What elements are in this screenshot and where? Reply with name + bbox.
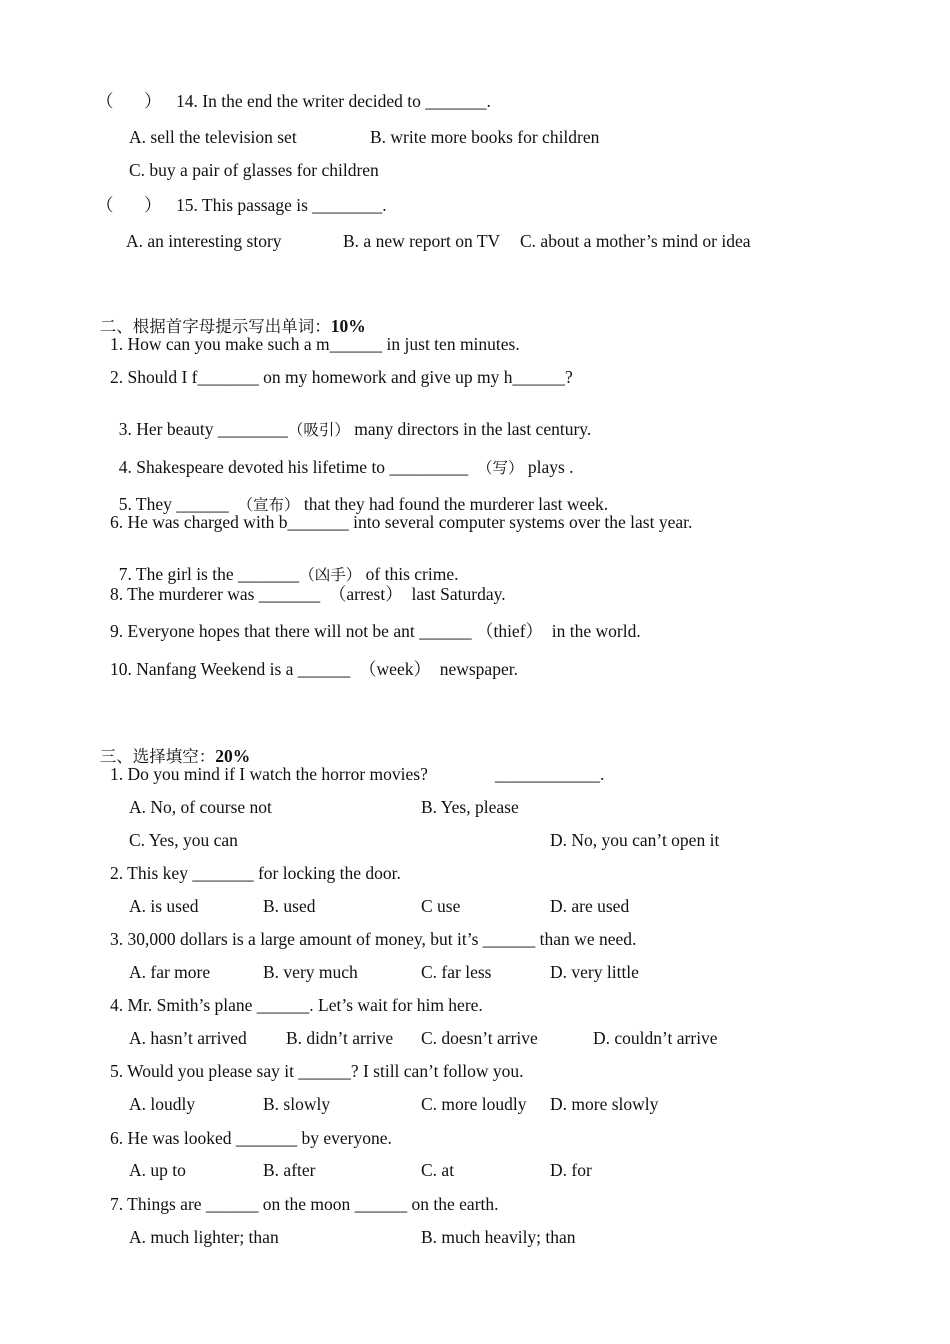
fill-item [110, 403, 591, 438]
option: B. write more books for children [370, 127, 600, 147]
option: C. far less [421, 962, 492, 982]
question-stem: 1. Do you mind if I watch the horror movies? [110, 764, 428, 784]
answer-blank: ____________. [495, 764, 605, 784]
fill-item-text: many directors in the last century. [349, 418, 592, 439]
option: B. didn’t arrive [286, 1028, 394, 1048]
section-heading [91, 300, 366, 335]
question-stem: 6. He was looked _______ by everyone. [110, 1128, 392, 1148]
option: A. is used [129, 896, 199, 916]
option: C. buy a pair of glasses for children [129, 160, 379, 180]
fill-item-text: of this crime. [361, 563, 459, 584]
section-heading [91, 730, 250, 765]
chinese-hint: （吸引） [287, 420, 350, 439]
option: C. doesn’t arrive [421, 1028, 538, 1048]
fill-item: 6. He was charged with b_______ into several computer systems over the last year. [110, 512, 693, 532]
option: C. Yes, you can [129, 830, 238, 850]
chinese-hint: （写） [476, 458, 524, 477]
fill-item: 9. Everyone hopes that there will not be ant ______ （thief） in the world. [110, 621, 641, 641]
question-stem: 5. Would you please say it ______? I still can’t follow you. [110, 1061, 524, 1081]
option: B. slowly [263, 1094, 331, 1114]
option: C. about a mother’s mind or idea [520, 231, 751, 251]
option: D. are used [550, 896, 630, 916]
section-heading-label: 二、根据首字母提示写出单词： [99, 316, 331, 336]
option: A. an interesting story [126, 231, 282, 251]
section-score: 20% [215, 745, 251, 766]
chinese-hint: （宣布） [237, 495, 300, 514]
question-stem: 7. Things are ______ on the moon ______ on the earth. [110, 1194, 499, 1214]
option: B. used [263, 896, 316, 916]
fill-item [110, 548, 458, 583]
section-score: 10% [330, 315, 366, 336]
fill-item-text: 3. Her beauty ________ [118, 418, 288, 439]
answer-paren: （ ） [96, 91, 162, 111]
option: D. more slowly [550, 1094, 659, 1114]
option: A. sell the television set [129, 127, 297, 147]
option: C use [421, 896, 461, 916]
fill-item-text: 4. Shakespeare devoted his lifetime to _________ [118, 456, 477, 477]
fill-item: 10. Nanfang Weekend is a ______ （week） newspaper. [110, 659, 518, 679]
question-stem: 3. 30,000 dollars is a large amount of money, but it’s ______ than we need. [110, 929, 637, 949]
question-stem: 4. Mr. Smith’s plane ______. Let’s wait for him here. [110, 995, 483, 1015]
fill-item: 8. The murderer was _______ （arrest） last Saturday. [110, 584, 506, 604]
option: D. very little [550, 962, 639, 982]
fill-item-text: 5. They ______ [118, 493, 238, 514]
option: B. much heavily; than [421, 1227, 576, 1247]
fill-item-text: that they had found the murderer last week. [299, 493, 609, 514]
option: A. far more [129, 962, 211, 982]
question-stem: 2. This key _______ for locking the door. [110, 863, 401, 883]
option: B. very much [263, 962, 358, 982]
fill-item-text: plays . [523, 456, 574, 477]
section-heading-label: 三、选择填空： [99, 746, 216, 766]
option: D. couldn’t arrive [593, 1028, 718, 1048]
fill-item: 1. How can you make such a m______ in just ten minutes. [110, 334, 520, 354]
fill-item: 2. Should I f_______ on my homework and give up my h______? [110, 367, 573, 387]
question-stem: 14. In the end the writer decided to _______. [176, 91, 491, 111]
option: D. No, you can’t open it [550, 830, 720, 850]
option: A. up to [129, 1160, 186, 1180]
fill-item [110, 478, 608, 513]
option: C. at [421, 1160, 455, 1180]
question-stem: 15. This passage is ________. [176, 195, 387, 215]
option: D. for [550, 1160, 592, 1180]
option: B. after [263, 1160, 316, 1180]
option: B. Yes, please [421, 797, 519, 817]
option: A. loudly [129, 1094, 196, 1114]
chinese-hint: （凶手） [299, 565, 362, 584]
option: A. No, of course not [129, 797, 272, 817]
option: B. a new report on TV [343, 231, 501, 251]
option: C. more loudly [421, 1094, 527, 1114]
fill-item [110, 441, 574, 476]
option: A. much lighter; than [129, 1227, 279, 1247]
fill-item-text: 7. The girl is the _______ [118, 563, 300, 584]
option: A. hasn’t arrived [129, 1028, 247, 1048]
answer-paren: （ ） [96, 195, 162, 215]
